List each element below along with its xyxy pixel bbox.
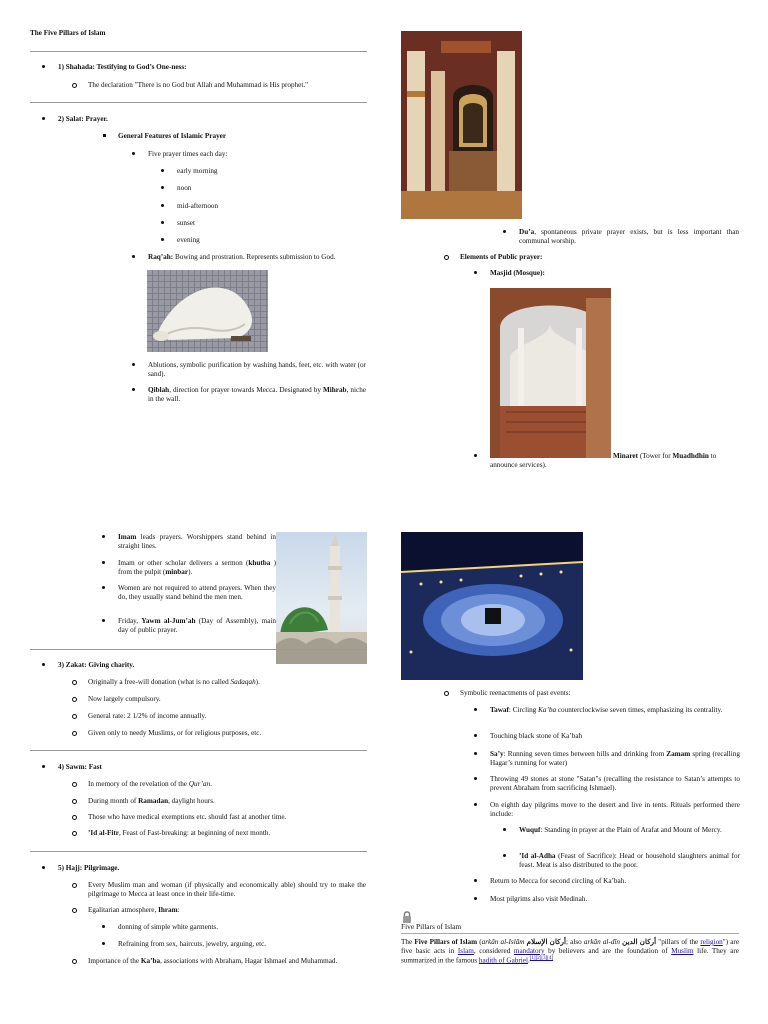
symbolic-heading: Symbolic reenactments of past events: [460,689,571,697]
wiki-text: ; also [566,938,584,946]
wiki-text: ") are five basic acts in [401,938,740,955]
hajj-item [88,957,366,966]
mihrab-term: Mihrab [323,386,347,394]
wiki-translit: arkān al-dīn [583,938,621,946]
sawm-text: In memory of the revelation of the [88,780,189,788]
hajj-rite: Return to Mecca for second circling of Ka’bah. [490,877,627,885]
wiki-link-religion[interactable]: religion [700,938,723,946]
muadhdhin-term: Muadhdhin [672,452,709,460]
qiblah-term: Qiblah [148,386,170,394]
green-dome-photo [276,532,367,664]
divider [30,750,367,751]
desert-rite-text: (Feast of Sacrifice): Head or household slaughters animal for feast. Meat is also distributed to the poor. [519,852,740,869]
kaaba-night-photo [401,532,583,680]
imam-term: Imam [118,533,137,541]
desert-rite-text: : Standing in prayer at the Plain of Arafat and Mount of Mercy. [540,826,722,834]
mihrab-text: , niche in the wall. [148,386,366,403]
hajj-text: Importance of the [88,957,141,965]
wiki-title: Five Pillars of Islam [401,922,462,931]
hajj-text: Egalitarian atmosphere, [88,906,159,914]
wiki-text: The [401,938,415,946]
hajj-item: Every Muslim man and woman (if physically and economically able) should try to make the pilgrimage to Mecca at least once in their life-time. [88,881,366,898]
sawm-text: . [210,780,213,788]
minaret-text: to announce services). [490,452,717,469]
zamam-term: Zamam [666,750,691,758]
raqah-text: Bowing and prostration. Represents submission to God. [173,253,336,261]
hajj-item [88,906,180,915]
sawm-text: During month of [88,797,139,805]
zakat-item: Given only to needy Muslims, or for religious purposes, etc. [88,729,262,737]
friday-text: (Day of Assembly), main day of public prayer. [118,617,276,634]
dua-text: , spontaneous private prayer exists, but is less important than communal worship. [519,228,739,245]
dua-term: Du’a [519,228,535,236]
hajj-rite: Throwing 49 stones at stone "Satan"s (recalling the resistance to Satan’s attempts to prevent Abraham from sacrificing Ishmael). [490,775,740,792]
wiki-translit: arkān al-Islām [481,938,525,946]
divider [30,649,367,650]
wiki-arabic: أركان الإسلام [524,938,567,946]
hajj-heading: 5) Hajj: Pilgrimage. [58,864,120,872]
friday-item [118,617,276,635]
hajj-rite-text: counterclockwise seven times, emphasizing its centrality. [556,706,723,714]
qiblah-item [148,386,366,404]
zakat-item [88,678,260,687]
wiki-text: , considered [473,946,514,955]
divider [30,51,367,52]
zakat-item: Now largely compulsory. [88,695,161,703]
desert-rite [519,852,740,870]
wiki-link-islam[interactable]: Islam [457,946,474,955]
wiki-text: life. They are summarized in the famous [401,946,739,964]
raqah-item [148,253,335,262]
sawm-item [88,797,215,806]
ihram-item: donning of simple white garments. [118,923,219,931]
kaaba-icon [401,532,583,680]
prayer-time-item: evening [177,236,200,244]
minbar-term: minbar [165,567,189,576]
sawm-item: Those who have medical exemptions etc. should fast at another time. [88,813,287,821]
ablutions-item: Ablutions, symbolic purification by washing hands, feet, etc. with water (or sand). [148,361,366,378]
women-item: Women are not required to attend prayers. When they do, they usually stand behind the men men. [118,584,276,601]
qiblah-text: , direction for prayer towards Mecca. Designated by [169,386,323,394]
wiki-text: ( [477,938,482,946]
prayer-photo [147,270,268,352]
hajj-rite-text: : Circling [508,706,539,714]
shahada-heading: 1) Shahada: Testifying to God’s One-ness: [58,63,187,71]
fitr-term: ’Id al-Fitr [88,829,119,837]
sawm-text: , Feast of Fast-breaking: at beginning of next month. [118,829,271,837]
quran-term: Qur’an [188,780,211,788]
wiki-title-rule [401,933,739,934]
minaret-arch-icon [490,288,611,458]
minaret-photo [490,288,611,458]
hajj-text: : [177,906,180,914]
dua-item [519,228,739,246]
sermon-text: ) from the pulpit ( [118,559,276,576]
zakat-text: ). [255,678,260,686]
hajj-rite [490,706,740,715]
mosque-interior-icon [401,31,522,219]
ihram-item: Refraining from sex, haircuts, jewelry, arguing, etc. [118,940,267,948]
hajj-rite: Touching black stone of Ka’bah [490,732,583,740]
public-prayer-heading: Elements of Public prayer: [460,253,543,261]
ihram-term: Ihram [158,906,178,914]
imam-text: leads prayers. Worshippers stand behind in straight lines. [118,533,276,550]
zakat-item: General rate: 2 1/2% of income annually. [88,712,207,720]
wiki-link-mandatory[interactable]: mandatory [513,946,545,955]
wiki-arabic: أركان الدين [620,938,657,946]
sawm-item [88,780,212,789]
divider [30,102,367,103]
prayer-time-item: sunset [177,219,195,227]
kaba-term: Ka’ba [140,957,161,965]
minaret-item [490,452,740,470]
wiki-paragraph [401,938,739,965]
raqah-term: Raq’ah: [148,253,174,261]
hajj-rite [490,750,740,768]
zakat-heading: 3) Zakat: Giving charity. [58,661,135,669]
say-term: Sa’y [490,750,504,758]
sawm-item [88,829,270,838]
masjid-item: Masjid (Mosque): [490,269,545,277]
salat-heading: 2) Salat: Prayer. [58,115,108,123]
yawm-term: Yawm al-Jum’ah [141,617,196,625]
sawm-text: , daylight hours. [168,797,215,805]
desert-rite [519,826,740,835]
prostration-figure-icon [147,270,268,352]
kaba-italic: Ka’ba [538,706,557,714]
wiki-references[interactable]: [1][2][3][4] [529,955,554,961]
sadaqah-term: Sadaqah [230,678,256,686]
general-features: General Features of Islamic Prayer [118,132,227,140]
mosque-interior-photo [401,31,522,219]
wiki-link-muslim[interactable]: Muslim [671,946,694,955]
minaret-text: (Tower for [638,452,673,460]
tawaf-term: Tawaf [490,706,509,714]
five-prayer-times: Five prayer times each day: [148,150,228,158]
sermon-text: ). [188,567,193,576]
shahada-declaration: The declaration "There is no God but Allah and Muhammad is His prophet." [88,81,309,89]
hajj-rite-text: : Running seven times between hills and drinking from [503,750,667,758]
adha-term: ’Id al-Adha [519,852,556,860]
friday-text: Friday, [118,617,142,625]
minaret-term: Minaret [613,452,639,460]
prayer-time-item: early morning [177,167,218,175]
wiki-bold: Five Pillars of Islam [414,938,478,946]
divider [30,851,367,852]
hajj-rite: On eighth day pilgrims move to the desert and live in tents. Rituals performed there include: [490,801,740,818]
khutba-term: khutba [248,559,271,567]
wiki-text: "pillars of the [656,938,701,946]
wiki-text: by believers and are the foundation of [544,946,672,955]
hajj-rite-text: spring (recalling Hagar’s running for water) [490,750,740,767]
mosque-dome-icon [276,532,367,664]
sermon-text: Imam or other scholar delivers a sermon ( [118,559,249,567]
prayer-time-item: mid-afternoon [177,202,219,210]
wiki-link-hadith[interactable]: hadith of Gabriel [478,955,528,964]
wuquf-term: Wuquf [519,826,541,834]
hajj-text: , associations with Abraham, Hagar Ishmael and Muhammad. [160,957,338,965]
sawm-heading: 4) Sawm: Fast [58,763,102,771]
imam-item [118,533,276,551]
hajj-rite: Most pilgrims also visit Medinah. [490,895,588,903]
page-title: The Five Pillars of Islam [30,29,106,37]
wiki-text: . [527,955,530,964]
ramadan-term: Ramadan [138,797,169,805]
zakat-text: Originally a free-will donation (what is no called [88,678,231,686]
sermon-item [118,559,276,577]
prayer-time-item: noon [177,184,192,192]
